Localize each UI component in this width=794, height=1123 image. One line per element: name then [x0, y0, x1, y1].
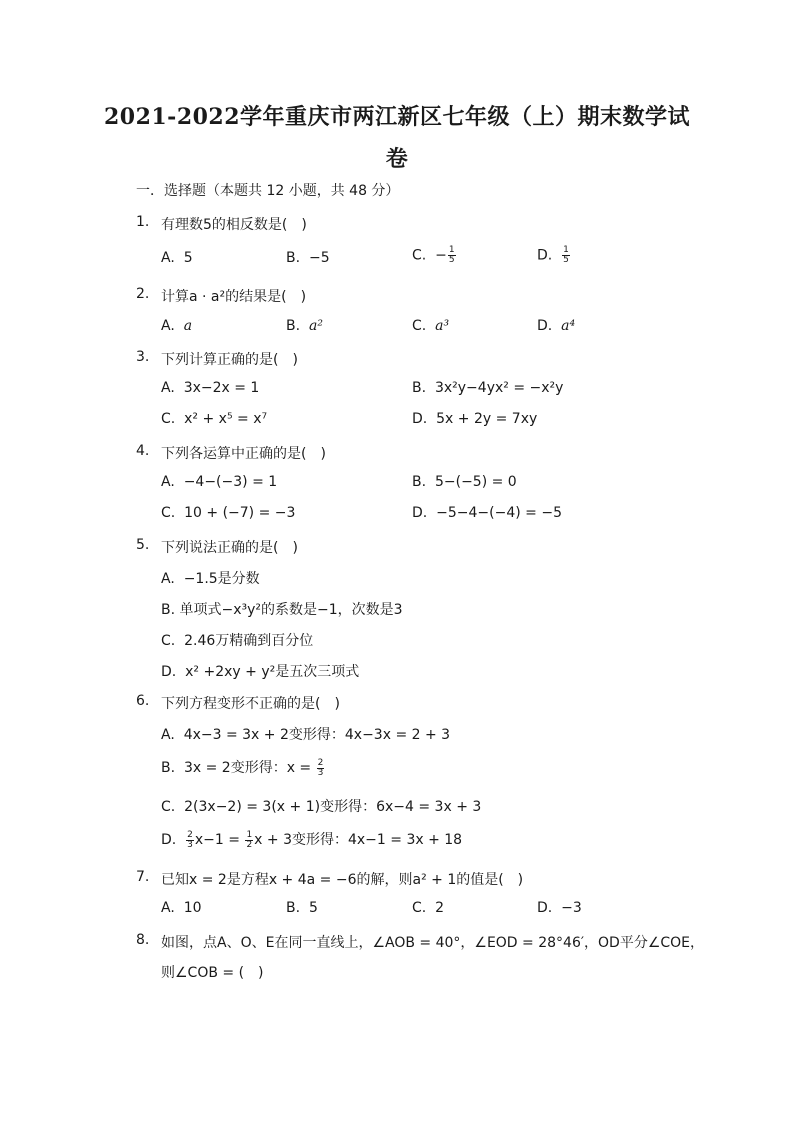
option-d: D. −3 [537, 900, 582, 916]
option-d: D. $\frac{1}{5}$ [537, 245, 569, 265]
option-d: D. a⁴ [537, 318, 576, 334]
option-d: D. x² +2xy + y²是五次三项式 [161, 664, 360, 680]
option-a: A. −4−(−3) = 1 [161, 474, 278, 490]
question-number: 3. [136, 349, 150, 365]
option-d: D. $\frac{2}{3}$ x−1 = $\frac{1}{2}$ x + 3变形得：4x−1 = 3x + 18 [161, 829, 463, 850]
option-b: B. 5 [286, 900, 318, 916]
question-number: 2. [136, 286, 150, 302]
question-stem: 下列说法正确的是( ) [161, 540, 298, 556]
question-stem: 如图，点A、O、E在同一直线上，∠AOB = 40°，∠EOD = 28°46′，OD平分∠COE， [161, 935, 705, 951]
question-number: 7. [136, 869, 150, 885]
question-stem: 已知x = 2是方程x + 4a = −6的解，则a² + 1的值是( ) [161, 872, 524, 888]
question-stem-continuation: 则∠COB = ( ) [161, 965, 264, 981]
option-b: B. 3x²y−4yx² = −x²y [412, 380, 564, 396]
option-c: C. 2(3x−2) = 3(x + 1)变形得：6x−4 = 3x + 3 [161, 799, 482, 815]
option-b: B. 单项式−x³y²的系数是−1，次数是3 [161, 602, 403, 618]
fraction: $\frac{2}{3}$ [187, 829, 193, 850]
fraction: $\frac{2}{3}$ [317, 757, 324, 778]
option-c: C. − $\frac{1}{5}$ [412, 245, 455, 265]
question-number: 5. [136, 537, 150, 553]
option-c: C. a³ [412, 318, 450, 334]
option-a: A. −1.5是分数 [161, 571, 260, 587]
question-stem: 下列各运算中正确的是( ) [161, 446, 326, 462]
question-stem: 有理数5的相反数是( ) [161, 217, 307, 233]
question-number: 6. [136, 693, 150, 709]
option-a: A. 5 [161, 250, 193, 266]
option-b: B. a² [286, 318, 323, 334]
question-stem: 下列计算正确的是( ) [161, 352, 298, 368]
option-c: C. 2 [412, 900, 445, 916]
fraction: $\frac{1}{5}$ [448, 245, 455, 265]
question-number: 1. [136, 214, 150, 230]
option-b: B. 5−(−5) = 0 [412, 474, 517, 490]
question-number: 8. [136, 932, 150, 948]
option-a: A. a [161, 318, 193, 334]
page-title-line2: 卷 [385, 146, 409, 172]
fraction: $\frac{1}{5}$ [563, 245, 569, 265]
question-stem: 计算a · a²的结果是( ) [161, 289, 307, 305]
option-a: A. 10 [161, 900, 202, 916]
page-title-line1: 2021-2022学年重庆市两江新区七年级（上）期末数学试 [103, 104, 691, 130]
option-a: A. 3x−2x = 1 [161, 380, 260, 396]
question-number: 4. [136, 443, 150, 459]
option-b: B. −5 [286, 250, 330, 266]
question-stem: 下列方程变形不正确的是( ) [161, 696, 340, 712]
option-a: A. 4x−3 = 3x + 2变形得：4x−3x = 2 + 3 [161, 727, 451, 743]
option-d: D. −5−4−(−4) = −5 [412, 505, 562, 521]
fraction: $\frac{1}{2}$ [246, 829, 253, 850]
option-c: C. 2.46万精确到百分位 [161, 633, 314, 649]
option-b: B. 3x = 2变形得：x = $\frac{2}{3}$ [161, 757, 324, 778]
option-c: C. x² + x⁵ = x⁷ [161, 411, 268, 427]
option-c: C. 10 + (−7) = −3 [161, 505, 296, 521]
section-heading: 一．选择题（本题共 12 小题，共 48 分） [136, 183, 400, 199]
option-d: D. 5x + 2y = 7xy [412, 411, 538, 427]
